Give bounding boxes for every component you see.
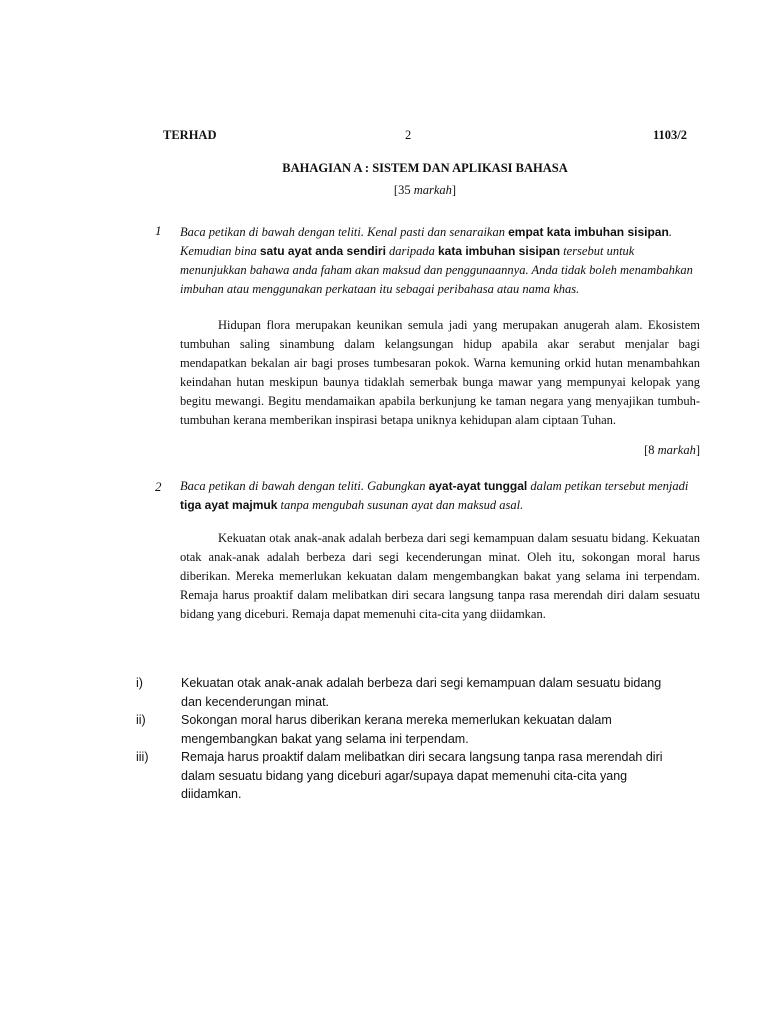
answer-numeral: ii) [136, 713, 146, 727]
answer-item [136, 711, 676, 748]
answer-numeral: i) [136, 676, 143, 690]
section-title: BAHAGIAN A : SISTEM DAN APLIKASI BAHASA [282, 161, 568, 175]
answer-text: Remaja harus proaktif dalam melibatkan diri secara langsung tanpa rasa merendah diri dalam sesuatu bidang yang diceburi agar/supaya dapat memenuhi cita-cita yang diidamkan. [181, 750, 663, 801]
answer-list [136, 674, 676, 804]
header-page-number: 2 [405, 128, 412, 142]
answer-text: Kekuatan otak anak-anak adalah berbeza dari segi kemampuan dalam sesuatu bidang dan kecenderungan minat. [181, 676, 662, 709]
section-marks: [35 markah] [393, 183, 457, 197]
answer-numeral: iii) [136, 750, 149, 764]
question-1-marks: [8 markah] [644, 443, 700, 457]
question-2-number: 2 [155, 479, 162, 494]
answer-item [136, 674, 676, 711]
page-header [163, 128, 687, 146]
answer-item [136, 748, 676, 804]
question-1-number: 1 [155, 223, 162, 238]
answer-text: Sokongan moral harus diberikan kerana mereka memerlukan kekuatan dalam mengembangkan bakat yang selama ini terpendam. [181, 713, 612, 746]
header-classification: TERHAD [163, 128, 217, 142]
question-2-passage: Kekuatan otak anak-anak adalah berbeza dari segi kemampuan dalam sesuatu bidang. Kekuatan otak anak-anak adalah berbeza dari segi kecenderungan minat. Oleh itu, sokongan moral harus diberikan. Mereka memerlukan kekuatan dalam mengembangkan bakat yang selama ini terpendam. Remaja harus proaktif dalam melibatkan diri secara langsung tanpa rasa merendah diri dalam sesuatu bidang yang diceburi. Remaja dapat memenuhi cita-cita yang diidamkan. [180, 531, 700, 621]
question-1-passage: Hidupan flora merupakan keunikan semula jadi yang merupakan anugerah alam. Ekosistem tumbuhan saling sinambung dalam kelangsungan hidup apabila akar serabut menjalar bagi mendapatkan bekalan air bagi proses tumbesaran pokok. Warna kemuning orkid hutan menambahkan keindahan hutan meskipun baunya tidaklah semerbak bunga mawar yang mempunyai kelopak yang begitu mewangi. Begitu mendamaikan apabila berkunjung ke taman negara yang menyajikan tumbuh-tumbuhan kerana memberikan inspirasi betapa uniknya kehidupan alam ciptaan Tuhan. [180, 318, 700, 427]
header-paper-code: 1103/2 [652, 128, 687, 142]
question-1-instruction: Baca petikan di bawah dengan teliti. Kenal pasti dan senaraikan empat kata imbuhan sisipan. Kemudian bina satu ayat anda sendiri daripada kata imbuhan sisipan tersebut untuk menunjukkan bahawa anda faham akan maksud dan penggunaannya. Anda tidak boleh menambahkan imbuhan atau menggunakan perkataan itu sebagai peribahasa atau nama khas. [180, 225, 693, 296]
question-2-instruction: Baca petikan di bawah dengan teliti. Gabungkan ayat-ayat tunggal dalam petikan tersebut menjadi tiga ayat majmuk tanpa mengubah susunan ayat dan maksud asal. [180, 479, 689, 512]
